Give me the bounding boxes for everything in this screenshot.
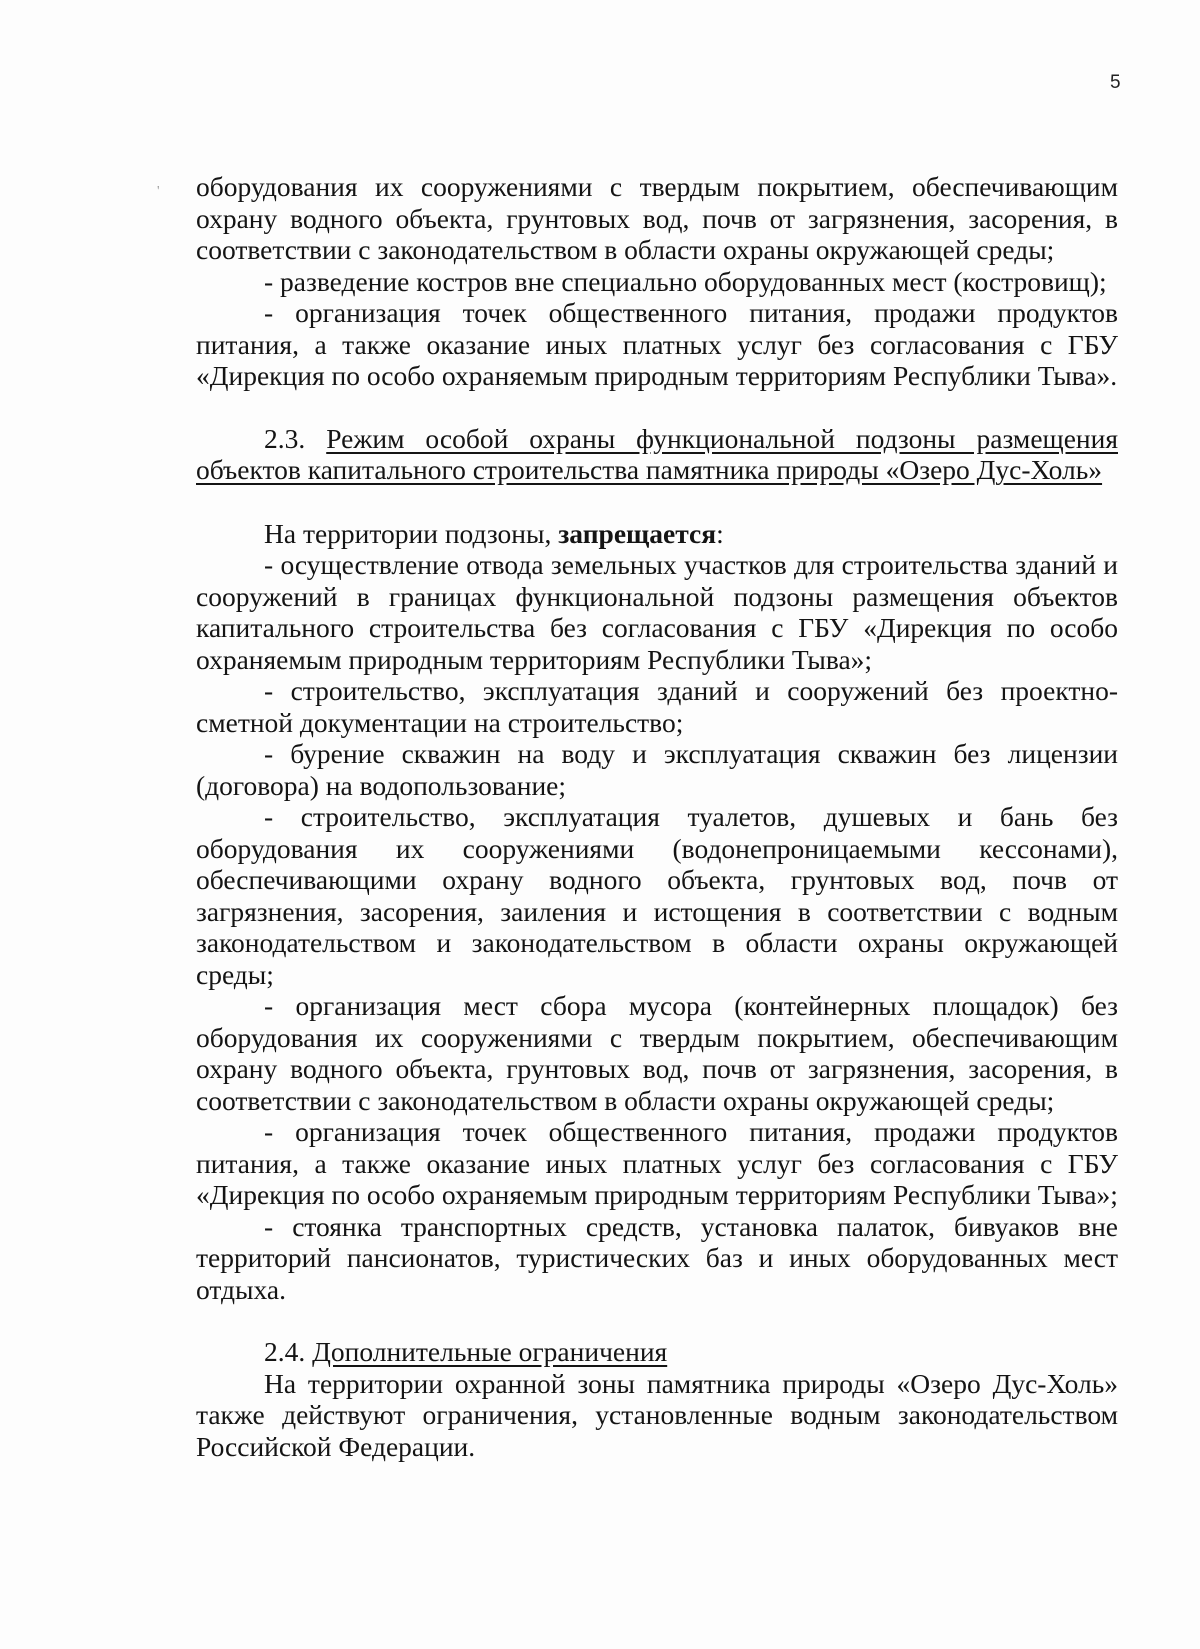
section-title: Режим особой охраны функциональной подзоны размещения объектов капитального строительства памятника природы «Озеро Дус-Холь» [196, 422, 1118, 485]
page-number: 5 [1110, 72, 1121, 93]
section-heading-2-4 [196, 1336, 1118, 1368]
stray-mark: ' [157, 184, 160, 199]
intro-suffix: : [716, 517, 724, 549]
list-item: - организация точек общественного питания, продажи продуктов питания, а также оказание иных платных услуг без согласования с ГБУ «Дирекция по особо охраняемым природным территориям Республики Тыва»; [196, 1116, 1118, 1210]
section-number: 2.3. [264, 422, 306, 454]
section-heading-2-3 [196, 423, 1118, 486]
list-item: - разведение костров вне специально оборудованных мест (костровищ); [264, 265, 1107, 297]
intro-prefix: На территории подзоны, [264, 517, 559, 549]
section-number: 2.4. [264, 1336, 306, 1367]
list-item: - осуществление отвода земельных участков для строительства зданий и сооружений в границах функциональной подзоны размещения объектов капитального строительства без согласования с ГБУ «Дирекция по особо охраняемым природным территориям Республики Тыва»; [196, 549, 1118, 675]
list-item: - бурение скважин на воду и эксплуатация скважин без лицензии (договора) на водопользование; [196, 738, 1118, 801]
section-title: Дополнительные ограничения [312, 1336, 668, 1367]
section-paragraph: На территории охранной зоны памятника природы «Озеро Дус-Холь» также действуют ограничения, установленные водным законодательством Российской Федерации. [196, 1367, 1118, 1462]
list-item: - строительство, эксплуатация зданий и сооружений без проектно-сметной документации на строительство; [196, 675, 1118, 738]
list-item: - строительство, эксплуатация туалетов, душевых и бань без оборудования их сооружениями (водонепроницаемыми кессонами), обеспечивающими охрану водного объекта, грунтовых вод, почв от загрязнения, засорения, заиления и истощения в соответствии с водным законодательством и законодательством в области охраны окружающей среды; [196, 801, 1118, 990]
list-item: - организация точек общественного питания, продажи продуктов питания, а также оказание иных платных услуг без согласования с ГБУ «Дирекция по особо охраняемым природным территориям Республики Тыва». [196, 297, 1118, 391]
intro-bold: запрещается [558, 517, 717, 549]
list-item: - стоянка транспортных средств, установка палаток, бивуаков вне территорий пансионатов, туристических баз и иных оборудованных мест отдыха. [196, 1210, 1118, 1305]
section-intro [196, 518, 1118, 550]
continuation-paragraph: оборудования их сооружениями с твердым покрытием, обеспечивающим охрану водного объекта, грунтовых вод, почв от загрязнения, засорения, в соответствии с законодательством в области охраны окружающей среды; [196, 171, 1118, 265]
document-body [196, 171, 1118, 1462]
list-item: - организация мест сбора мусора (контейнерных площадок) без оборудования их сооружениями с твердым покрытием, обеспечивающим охрану водного объекта, грунтовых вод, почв от загрязнения, засорения, в соответствии с законодательством в области охраны окружающей среды; [196, 990, 1118, 1116]
